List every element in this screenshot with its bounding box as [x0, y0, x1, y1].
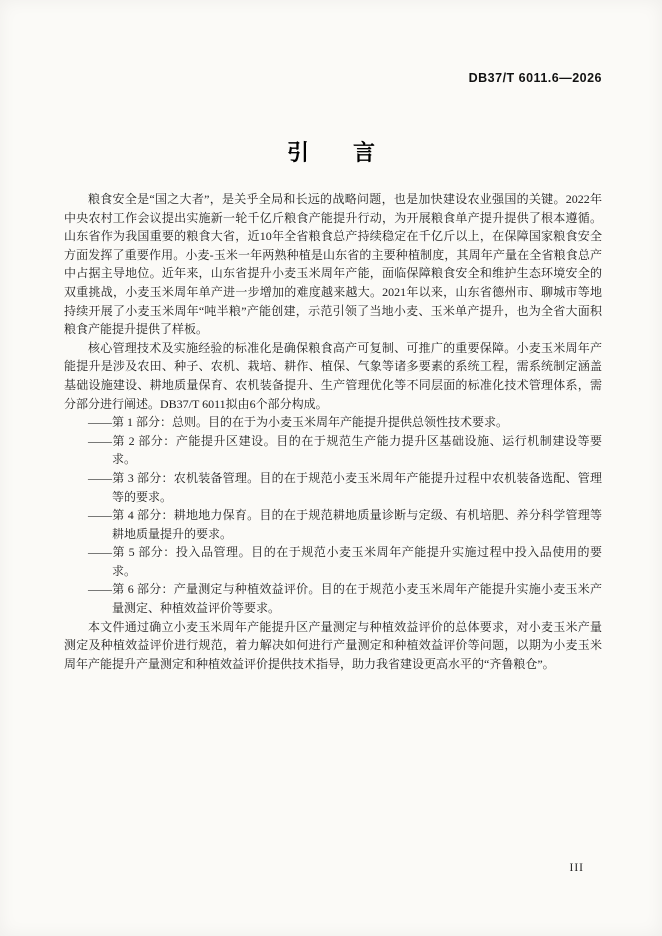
intro-paragraph: 核心管理技术及实施经验的标准化是确保粮食高产可复制、可推广的重要保障。小麦玉米周年产能提升是涉及农田、种子、农机、栽培、耕作、植保、气象等诸多要素的系统工程，需系统制定涵盖基础设施建设、耕地质量保育、农机装备提升、生产管理优化等不同层面的标准化技术管理体系，需分部分进行阐述。DB37/T 6011拟由6个部分构成。 [64, 340, 602, 411]
part-list-item: ——第 6 部分：产量测定与种植效益评价。目的在于规范小麦玉米周年产能提升实施小麦玉米产量测定、种植效益评价等要求。 [88, 582, 602, 616]
part-list-item: ——第 1 部分：总则。目的在于为小麦玉米周年产能提升提供总领性技术要求。 [88, 415, 509, 430]
closing-paragraph: 本文件通过确立小麦玉米周年产能提升区产量测定与种植效益评价的总体要求，对小麦玉米产量测定及种植效益评价进行规范，着力解决如何进行产量测定和种植效益评价等问题，以期为小麦玉米周年产能提升产量测定和种植效益评价提供技术指导，助力我省建设更高水平的“齐鲁粮仓”。 [64, 619, 602, 671]
page-number: III [569, 862, 584, 874]
part-list-item: ——第 5 部分：投入品管理。目的在于规范小麦玉米周年产能提升实施过程中投入品使用的要求。 [88, 545, 602, 578]
document-body [64, 190, 602, 673]
part-list-item: ——第 2 部分：产能提升区建设。目的在于规范生产能力提升区基础设施、运行机制建设等要求。 [88, 433, 602, 467]
part-list-item: ——第 3 部分：农机装备管理。目的在于规范小麦玉米周年产能提升过程中农机装备选配、管理等的要求。 [88, 470, 602, 504]
doc-number: DB37/T 6011.6—2026 [468, 71, 602, 85]
page-title: 引 言 [286, 140, 375, 165]
part-list-item: ——第 4 部分：耕地地力保育。目的在于规范耕地质量诊断与定级、有机培肥、养分科学管理等耕地质量提升的要求。 [88, 508, 602, 541]
intro-paragraph: 粮食安全是“国之大者”，是关乎全局和长远的战略问题，也是加快建设农业强国的关键。2022年中央农村工作会议提出实施新一轮千亿斤粮食产能提升行动，为开展粮食单产提升提供了根本遵循。山东省作为我国重要的粮食大省，近10年全省粮食总产持续稳定在千亿斤以上，在保障国家粮食安全方面发挥了重要作用。小麦-玉米一年两熟种植是山东省的主要种植制度，其周年产量在全省粮食总产中占据主导地位。近年来，山东省提升小麦玉米周年产能，面临保障粮食安全和维护生态环境安全的双重挑战，小麦玉米周年单产进一步增加的难度越来越大。2021年以来，山东省德州市、聊城市等地持续开展了小麦玉米周年“吨半粮”产能创建，示范引领了当地小麦、玉米单产提升，也为全省大面积粮食产能提升提供了样板。 [64, 192, 602, 337]
